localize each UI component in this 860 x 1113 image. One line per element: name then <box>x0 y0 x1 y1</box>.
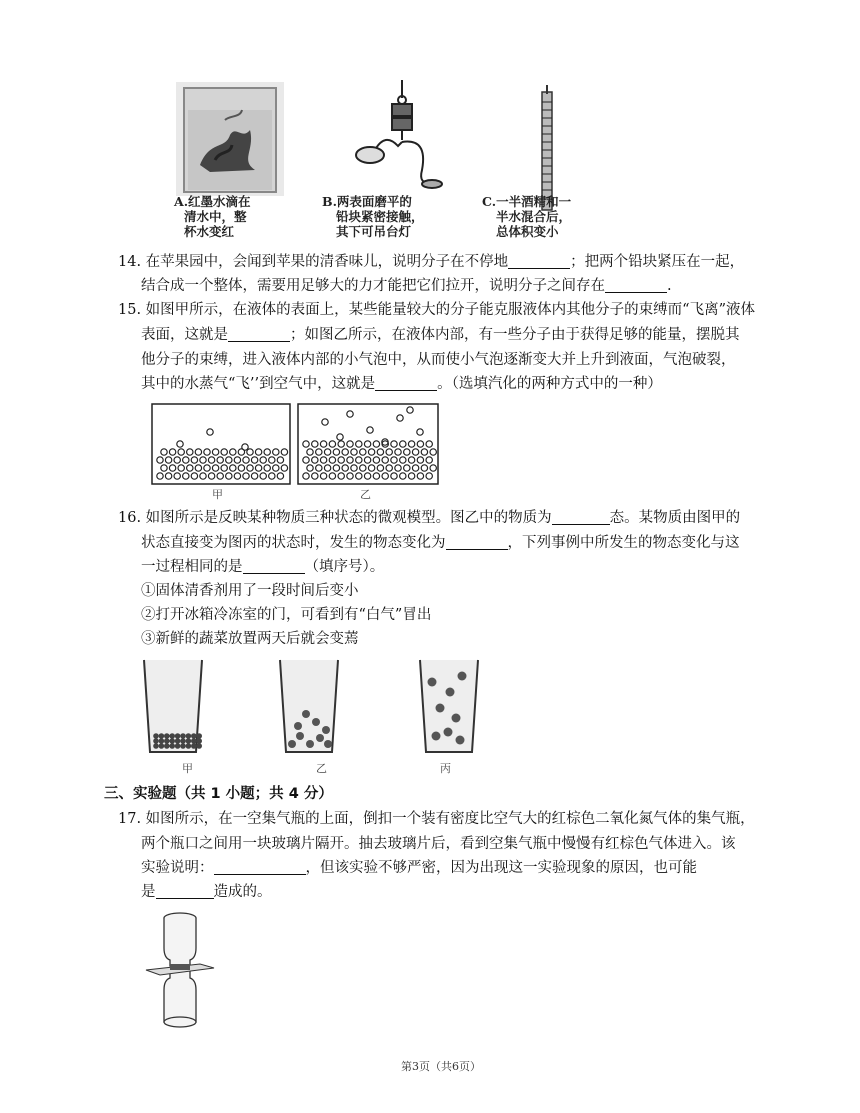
question-text: 表面，这就是 <box>141 327 228 343</box>
option-3: ③新鲜的蔬菜放置两天后就会变蔫 <box>141 631 359 647</box>
figure-label-yi: 乙 <box>360 488 371 501</box>
molecule <box>159 738 165 744</box>
section-heading: 三、实验题（共 1 小题；共 4 分） <box>104 786 333 802</box>
question-text: 。（选填汽化的两种方式中的一种） <box>437 376 662 392</box>
option-2: ②打开冰箱冷冻室的门，可看到有“白气”冒出 <box>141 607 432 623</box>
molecule <box>153 733 159 739</box>
answer-blank[interactable] <box>605 277 667 293</box>
molecule <box>191 738 197 744</box>
figure-17 <box>140 908 220 1033</box>
figure-15 <box>150 402 440 500</box>
beaker <box>420 660 478 752</box>
mixing-tube-image <box>542 85 552 210</box>
beaker <box>280 660 338 752</box>
molecule <box>312 718 320 726</box>
molecule <box>428 678 437 687</box>
molecule <box>306 740 314 748</box>
question-text: 两个瓶口之间用一块玻璃片隔开。抽去玻璃片后，看到空集气瓶中慢慢有红棕色气体进入。该 <box>141 836 736 852</box>
caption-c-line3: 总体积变小 <box>496 224 559 239</box>
answer-blank[interactable] <box>214 859 306 875</box>
question-text: 如图所示，在一空集气瓶的上面，倒扣一个装有密度比空气大的红棕色二氧化氮气体的集气瓶， <box>145 811 755 827</box>
molecule <box>175 738 181 744</box>
molecule <box>159 743 165 749</box>
question-text: 结合成一个整体，需要用足够大的力才能把它们拉开，说明分子之间存在 <box>141 278 605 294</box>
answer-blank[interactable] <box>375 375 437 391</box>
molecule <box>153 743 159 749</box>
molecule <box>191 733 197 739</box>
molecule <box>180 743 186 749</box>
molecule <box>458 672 467 681</box>
caption-b-line3: 其下可吊台灯 <box>336 224 412 239</box>
question-text: （填序号）。 <box>304 559 385 575</box>
answer-blank[interactable] <box>228 326 290 342</box>
molecule <box>288 740 296 748</box>
question-number: 16. <box>118 510 142 526</box>
molecule <box>169 738 175 744</box>
molecule <box>175 733 181 739</box>
three-states-diagram <box>140 652 480 760</box>
molecule <box>456 736 465 745</box>
question-text: ；如图乙所示，在液体内部，有一些分子由于获得足够的能量，摆脱其 <box>290 327 740 343</box>
figure-label-jia: 甲 <box>182 762 193 775</box>
caption-a-line1: A.红墨水滴在 <box>174 194 251 209</box>
answer-blank[interactable] <box>243 558 305 574</box>
question-text: 一过程相同的是 <box>141 559 243 575</box>
gas-jars-diagram <box>140 908 220 1033</box>
molecule <box>153 738 159 744</box>
molecule <box>180 733 186 739</box>
molecule <box>186 743 192 749</box>
molecule <box>164 733 170 739</box>
caption-b-line1: B.两表面磨平的 <box>322 194 412 209</box>
molecule <box>159 733 165 739</box>
question-text: ；把两个铅块紧压在一起， <box>570 254 745 270</box>
molecule <box>446 688 455 697</box>
figure-16 <box>140 652 480 777</box>
figure-label-bing: 丙 <box>440 762 451 775</box>
question-number: 17. <box>118 811 142 827</box>
molecule <box>322 726 330 734</box>
molecule <box>432 732 441 741</box>
question-text: . <box>667 278 672 294</box>
figure-label-jia: 甲 <box>212 488 223 501</box>
question-number: 14. <box>118 254 142 270</box>
option-1: ①固体清香剂用了一段时间后变小 <box>141 583 359 599</box>
beaker-ink-image <box>176 82 284 196</box>
question-text: 态。某物质由图甲的 <box>609 510 741 526</box>
molecule <box>296 732 304 740</box>
caption-a-line2: 清水中，整 <box>184 209 247 224</box>
caption-b-line2: 铅块紧密接触， <box>336 209 424 224</box>
lead-blocks-lamp-image <box>356 80 442 188</box>
question-number: 15. <box>118 302 142 318</box>
page-footer: 第3页（共6页） <box>401 1060 481 1073</box>
molecule <box>175 743 181 749</box>
question-text: 实验说明： <box>141 860 214 876</box>
question-text: ，下列事例中所发生的物态变化与这 <box>507 535 740 551</box>
molecule <box>294 722 302 730</box>
molecule <box>186 738 192 744</box>
molecule <box>196 738 202 744</box>
molecule <box>452 714 461 723</box>
question-text: 是 <box>141 884 156 900</box>
question-text: 其中的水蒸气“飞’’到空气中，这就是 <box>141 376 376 392</box>
molecule <box>316 734 324 742</box>
question-text: 他分子的束缚，进入液体内部的小气泡中，从而使小气泡逐渐变大并上升到液面，气泡破裂， <box>141 352 736 368</box>
molecule <box>191 743 197 749</box>
answer-blank[interactable] <box>156 883 214 899</box>
molecule <box>436 704 445 713</box>
molecule <box>180 738 186 744</box>
question-text: ，但该实验不够严密，因为出现这一实验现象的原因，也可能 <box>305 860 697 876</box>
molecule <box>196 743 202 749</box>
molecule <box>324 740 332 748</box>
answer-blank[interactable] <box>446 534 508 550</box>
question-text: 状态直接变为图丙的状态时，发生的物态变化为 <box>141 535 446 551</box>
molecule <box>169 743 175 749</box>
caption-c-line1: C.一半酒精和一 <box>482 194 572 209</box>
caption-c-line2: 半水混合后， <box>496 209 572 224</box>
evaporation-boiling-diagram <box>150 402 440 488</box>
figure-13 <box>170 80 630 245</box>
molecule <box>302 710 310 718</box>
question-text: 如图所示是反映某种物质三种状态的微观模型。图乙中的物质为 <box>145 510 552 526</box>
question-text: 造成的。 <box>213 884 272 900</box>
molecule <box>186 733 192 739</box>
figure-label-yi: 乙 <box>316 762 327 775</box>
molecule <box>444 728 453 737</box>
molecule <box>164 738 170 744</box>
molecule <box>196 733 202 739</box>
question-text: 如图甲所示，在液体的表面上，某些能量较大的分子能克服液体内其他分子的束缚而“飞离”液体 <box>145 302 755 318</box>
answer-blank[interactable] <box>508 253 570 269</box>
caption-a-line3: 杯水变红 <box>184 224 235 239</box>
molecule <box>164 743 170 749</box>
question-text: 在苹果园中，会闻到苹果的清香味儿，说明分子在不停地 <box>145 254 509 270</box>
molecule <box>169 733 175 739</box>
answer-blank[interactable] <box>552 509 610 525</box>
